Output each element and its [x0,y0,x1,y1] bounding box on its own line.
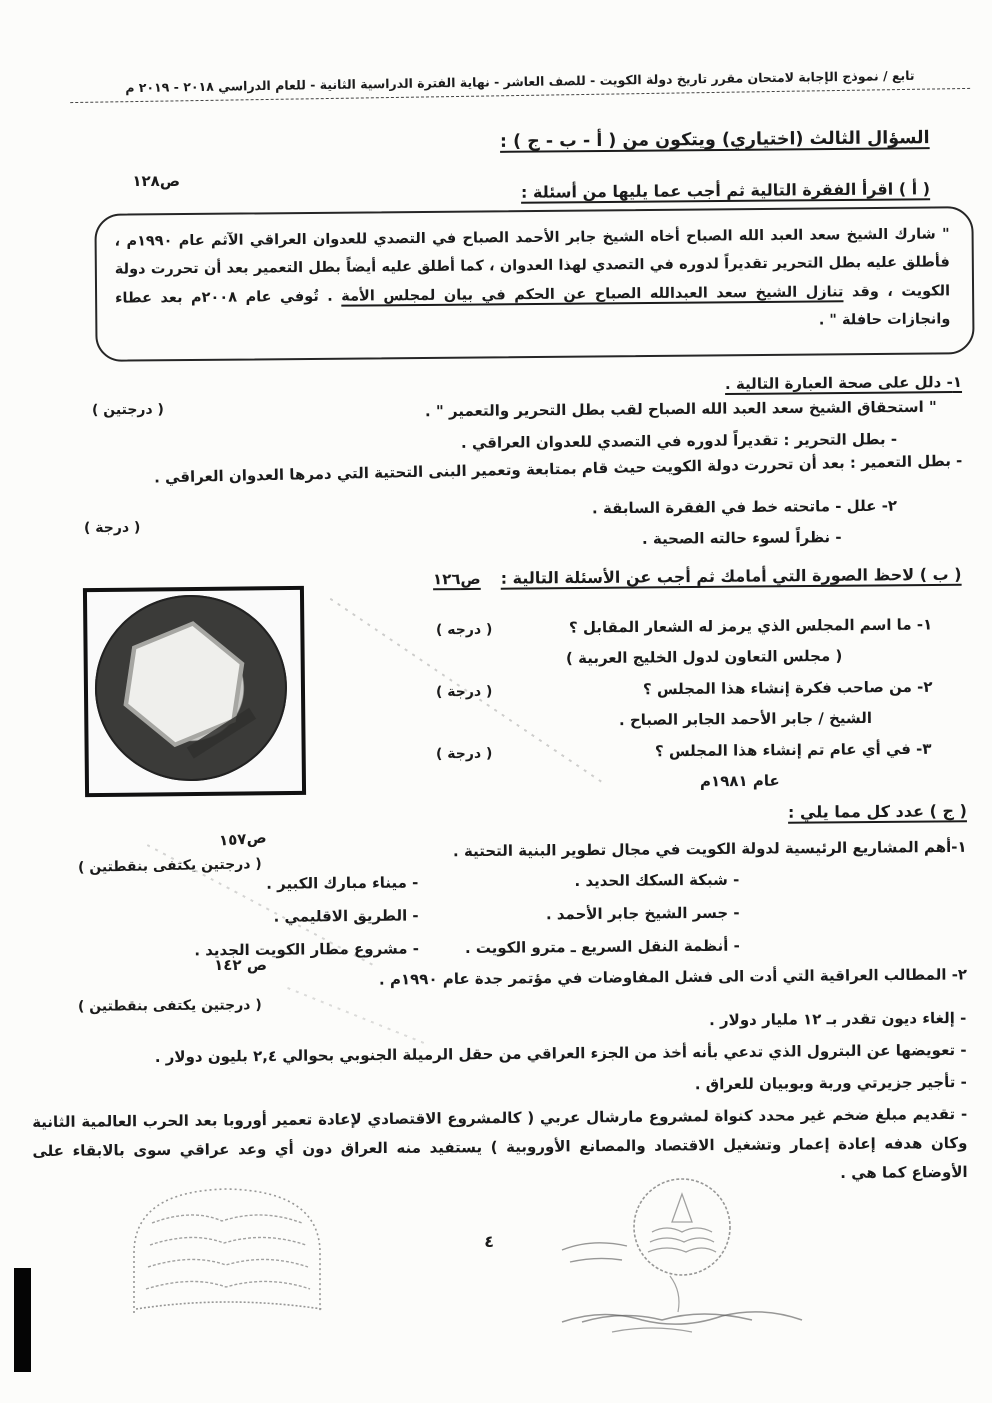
page-ref-c1: ص١٥٧ [218,828,268,850]
list-item: - الطريق الاقليمي . [273,906,420,926]
passage-text [114,220,950,340]
page-ref-a: ص١٢٨ [132,172,180,190]
a-q1-statement: " استحقاق الشيخ سعد العبد الله الصباح لقب بطل التحرير والتعمير " . [425,397,938,421]
a-q1-text: ١- دلل على صحة العبارة التالية . [724,372,963,394]
page-header: تابع / نموذج الإجابة لامتحان مقرر تاريخ دولة الكويت - للصف العاشر - نهاية الفترة الدراسية الثانية - للعام الدراسي ٢٠١٨ - ٢٠١٩ م [70,67,970,103]
a-q1-answer-2: - بطل التعمير : بعد أن تحررت دولة الكويت حيث قام بمتابعة وتعمير البنى التحتية التي دمرها العدوان العراقي . [153,451,963,487]
list-item: - تعويضها عن البترول الذي تدعي بأنه أخذ من الجزء العراقي من حقل الرميلة الجنوبي بحوالي ٢,٤ بليون دولار . [154,1040,967,1067]
section-c-heading: ( ج ) عدد كل مما يلي : [788,801,968,822]
b-q3-text: ٣- في أي عام تم إنشاء هذا المجلس ؟ [655,739,933,761]
section-b-heading-row [433,565,962,589]
section-b-heading: ( ب ) لاحظ الصورة التي أمامك ثم أجب عن الأسئلة التالية : [501,564,963,588]
a-q2-answer: - نظراً لسوء حالته الصحية . [642,528,843,548]
b-q2-marks: ( درجة ) [435,683,493,701]
b-q3-marks: ( درجة ) [435,745,493,763]
c-q2-text: ٢- المطالب العراقية التي أدت الى فشل المفاوضات في مؤتمر جدة عام ١٩٩٠م . [378,965,968,989]
c-q1-lists [194,864,740,968]
gcc-emblem-image [83,586,306,797]
handwritten-signature [552,1300,812,1340]
passage-box [94,206,974,362]
list-item: - شبكة السكك الحديد . [574,870,740,891]
a-q1-marks: ( درجتين ) [92,401,165,419]
c-q1-list-right [465,864,741,965]
list-item: - مشروع مطار الكويت الجديد . [194,939,420,960]
passage-underlined: تنازل الشيخ سعد العبدالله الصباح عن الحكم في بيان لمجلس الأمة [341,283,844,305]
list-item: - ميناء مبارك الكبير . [266,873,419,893]
b-q1-answer: ( مجلس التعاون لدول الخليج العربية ) [565,646,843,668]
list-item: - تأجير جزيرتي وربة وبوبيان للعراق . [694,1072,967,1094]
c-q1-text: ١-أهم المشاريع الرئيسية لدولة الكويت في مجال تطوير البنية التحتية . [453,837,968,861]
scan-black-bar [14,1268,31,1372]
list-item: - جسر الشيخ جابر الأحمد . [546,903,741,924]
c-q2-answers [31,1004,968,1198]
question-title: السؤال الثالث (اختياري) ويتكون من ( أ - ب - ج ) : [500,128,931,152]
list-item: - تقديم مبلغ ضخم غير محدد كنواة لمشروع مارشال عربي ( كالمشروع الاقتصادي لإعادة تعمير أوروبا بعد الحرب العالمية الثانية وكان هدفه إعادة إعمار وتشغيل الاقتصاد والمصانع الأوروبية ) يستفيد منه العراق دون أي وعد عراقي سوى بالابقاء على الأوضاع كما هي . [32,1104,968,1183]
b-q2-answer: الشيخ / جابر الأحمد الجابر الصباح . [618,708,873,730]
a-q2-text: ٢- علل - ماتحته خط في الفقرة السابقة . [591,496,898,518]
list-item: - إلغاء ديون تقدر بـ ١٢ مليار دولار . [709,1008,967,1030]
a-q1-answer-1: - بطل التحرير : تقديراً لدوره في التصدي للعدوان العراقي . [460,430,898,452]
ministry-education-stamp [122,1183,332,1318]
c-q1-marks: ( درجتين يكتفى بنقطتين ) [78,856,263,876]
a-q2-marks: ( درجة ) [83,519,141,537]
passage-end: . تُوفي عام ٢٠٠٨م بعد عطاء وانجازات حافلة " . [115,288,951,329]
list-item: - أنظمة النقل السريع ـ مترو الكويت . [465,936,741,958]
c-q2-marks: ( درجتين يكتفى بنقطتين ) [78,997,263,1015]
page-ref-c2: ص ١٤٢ [214,956,267,974]
b-q2-text: ٢- من صاحب فكرة إنشاء هذا المجلس ؟ [642,677,933,699]
b-q3-answer: عام ١٩٨١م [700,771,781,791]
c-q1-list-left [194,866,419,967]
page-number: ٤ [484,1232,494,1251]
b-q1-text: ١- ما اسم المجلس الذي يرمز له الشعار المقابل ؟ [568,615,933,637]
passage-start: " شارك الشيخ سعد العبد الله الصباح أخاه الشيخ جابر الأحمد الصباح في التصدي للعدوان العراقي الآثم عام ١٩٩٠م ، فأطلق عليه بطل التحرير تقديراً لدوره في التصدي لهذا العدوان ، كما أطلق عليه أيضاً بطل التعمير بعد أن تحررت دولة الكويت ، وقد [114,226,951,300]
section-a-heading: ( أ ) اقرأ الفقرة التالية ثم أجب عما يليها من أسئلة : [520,179,931,202]
b-q1-marks: ( درجه ) [435,621,493,639]
page-ref-b: ص١٢٦ [433,569,482,589]
